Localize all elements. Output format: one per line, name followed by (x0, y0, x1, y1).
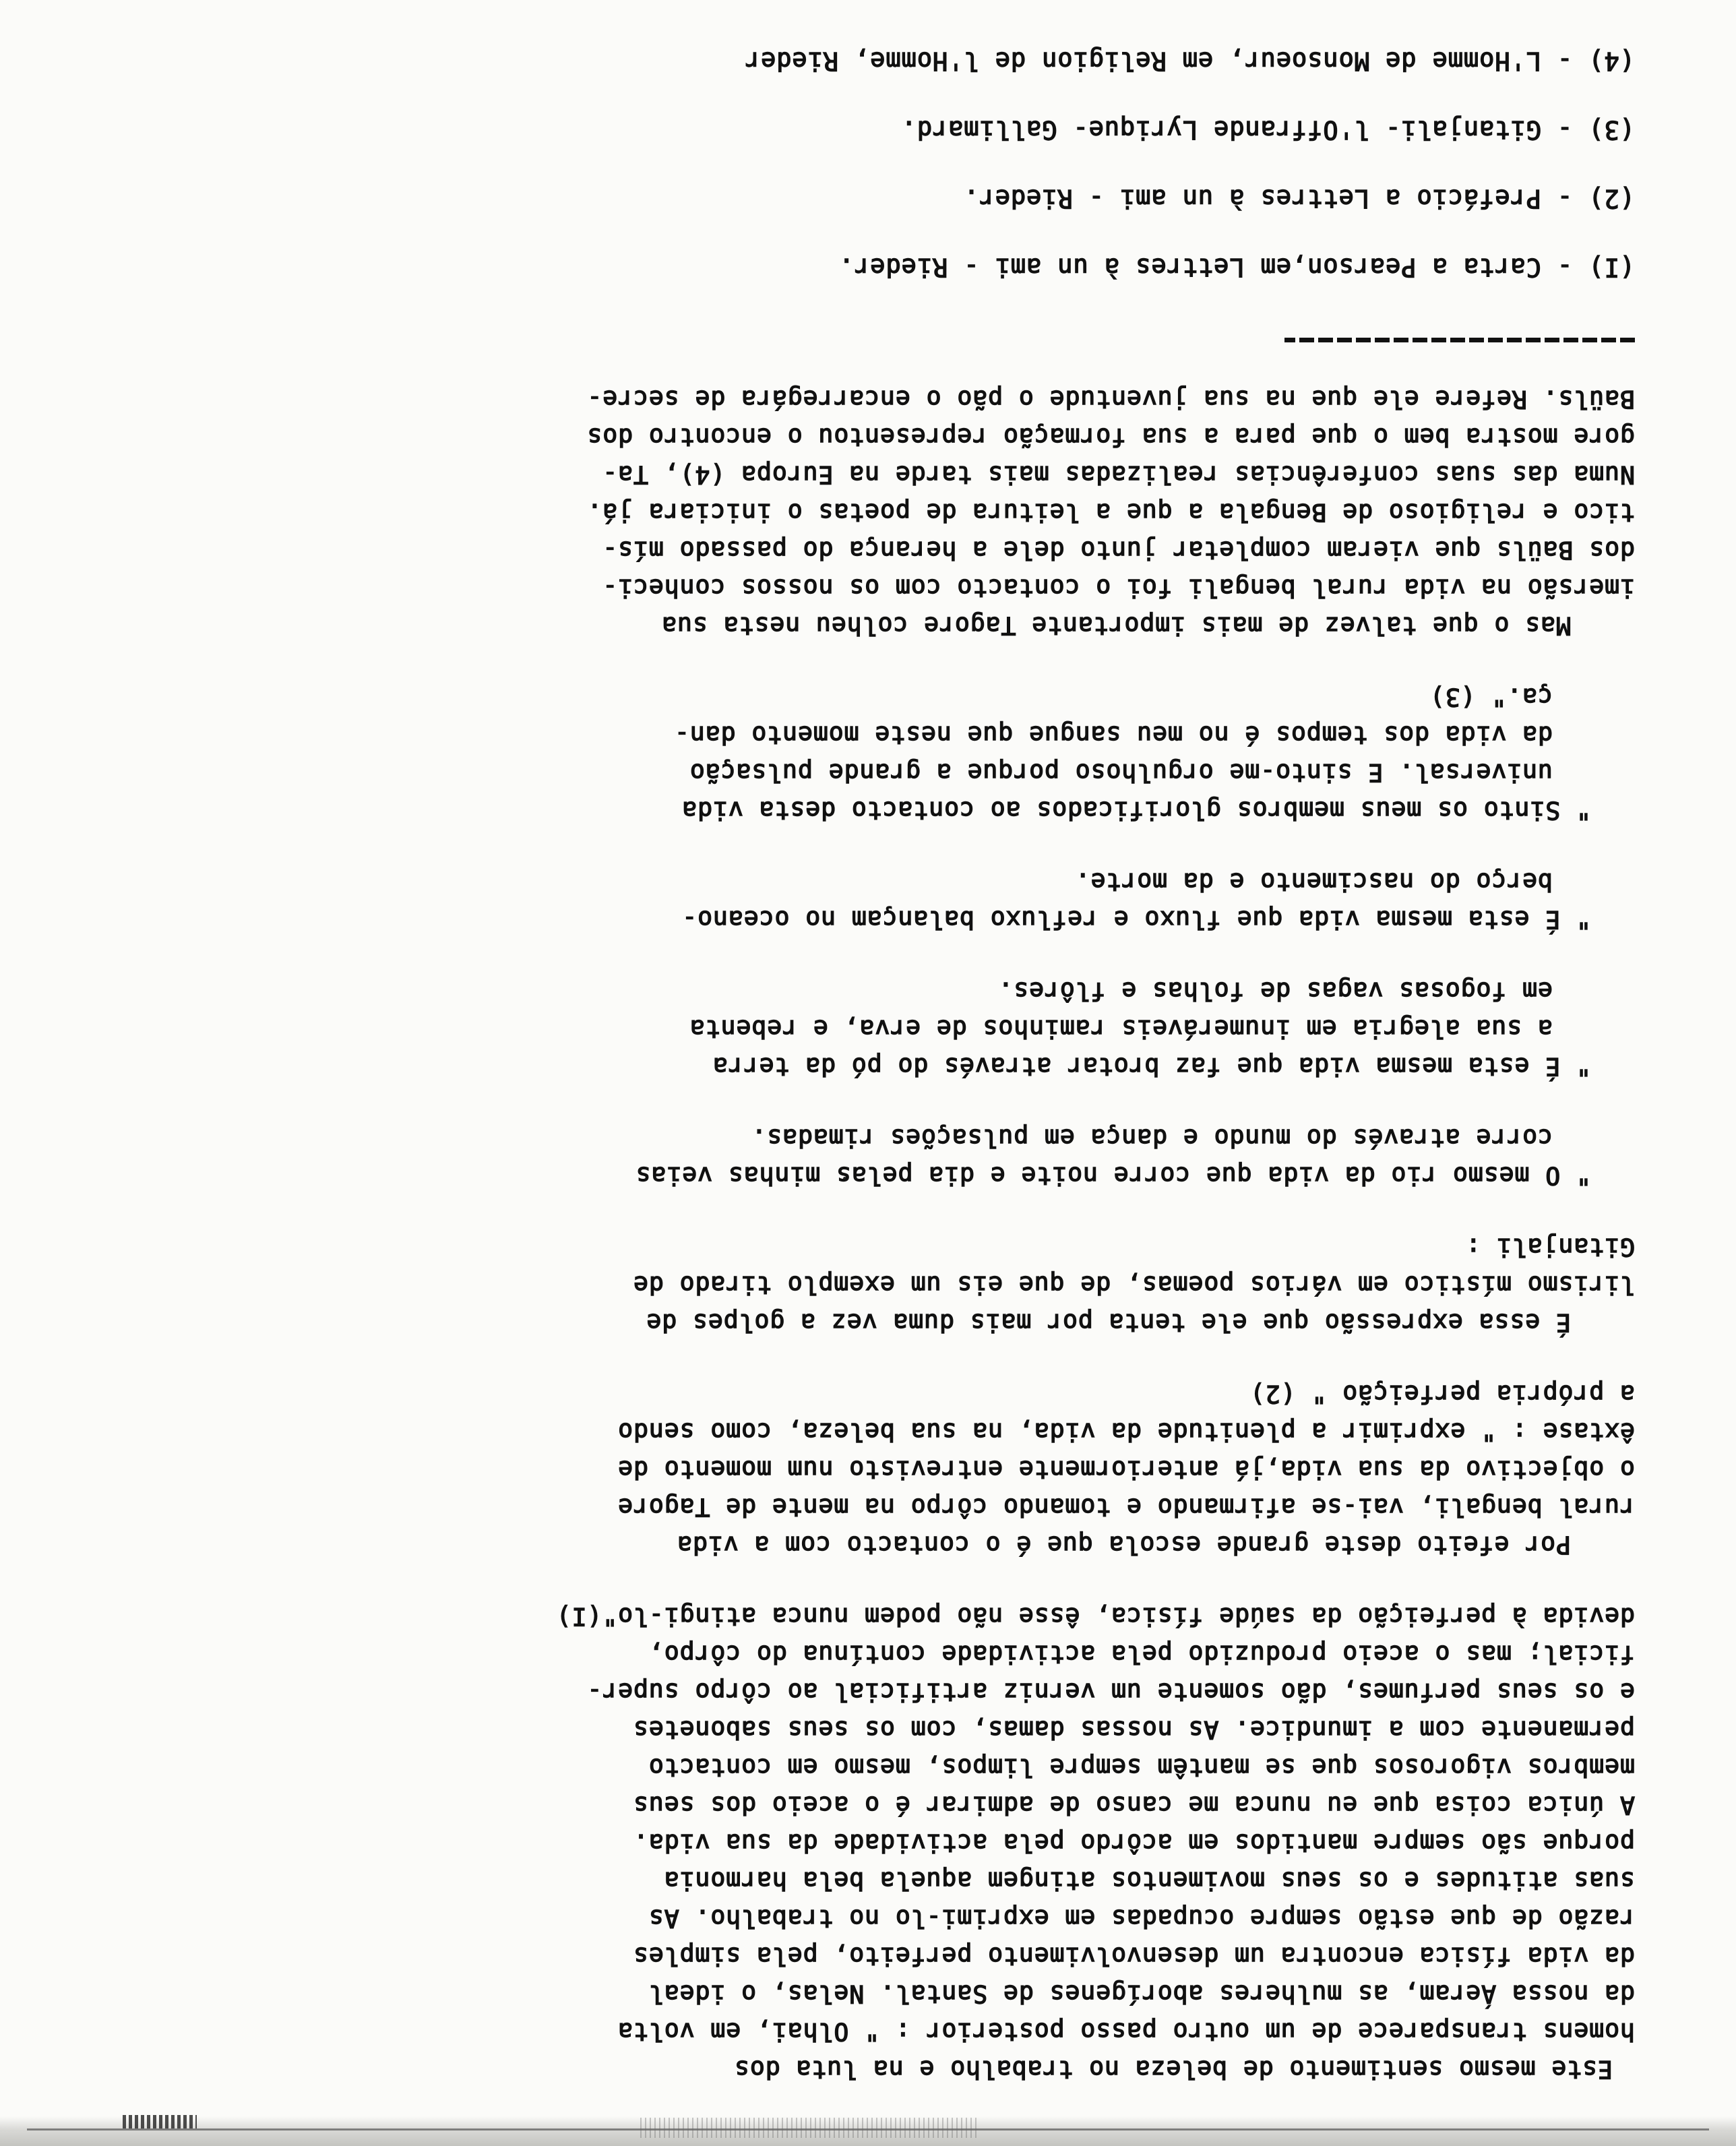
text-line: Este mesmo sentimento de beleza no trabalho e na luta dos (734, 2055, 1613, 2084)
footnote-separator (1284, 338, 1635, 342)
quote-line: berço do nascimento e da morte. (1074, 867, 1553, 896)
footnote-3: (3) - Gitanjali- l'Offrande Lyrique- Gallimard. (900, 115, 1635, 144)
text-line: o objectivo da sua vida,já anteriormente entrevisto num momento de (617, 1455, 1635, 1484)
text-line: membros vigorosos que se mantêm sempre limpos, mesmo em contacto (648, 1753, 1635, 1782)
scan-smudge (640, 2118, 977, 2138)
text-line: homens transparece de um outro passo posterior : " Olhai, em volta (617, 2017, 1635, 2046)
quote-line: a sua alegria em inumeráveis raminhos de erva, e rebenta (689, 1014, 1553, 1043)
quote-line: universal. E sinto-me orgulhoso porque a grande pulsação (689, 758, 1553, 787)
text-line: lirismo místico em vários poemas, de que eis um exemplo tirado de (633, 1270, 1635, 1299)
text-line: razão de que estão sempre ocupadas em exprimi-lo no trabalho. As (648, 1904, 1635, 1933)
text-line: e os seus perfumes, dão somente um verniz artificial ao côrpo super- (586, 1678, 1635, 1707)
text-line: da nossa Áeram, as mulheres aborígenes de Santal. Nelas, o ideal (648, 1980, 1635, 2009)
text-line: da vida física encontra um desenvolvimento perfeito, pela simples (633, 1942, 1635, 1971)
text-line: tico e religioso de Bengala a que a leitura de poetas o iniciara já. (586, 498, 1635, 527)
quote-line: da vida dos tempos é no meu sangue que neste momento dan- (674, 721, 1553, 749)
text-line: gore mostra bem o que para a sua formação representou o encontro dos (586, 423, 1635, 452)
text-line: devida à perfeição da saúde física, êsse não podem nunca atingi-lo"(I) (555, 1602, 1635, 1631)
quote-line: em fogosas vagas de folhas e flôres. (997, 977, 1553, 1006)
quote-line: " Sinto os meus membros glorificados ao contacto desta vida (681, 796, 1591, 825)
text-line: dos Baüls que vieram completar junto dele a herança do passado mís- (602, 536, 1635, 565)
text-line: Por efeito deste grande escola que é o contacto com a vida (677, 1531, 1571, 1560)
text-line: A única coisa que eu nunca me canso de admirar é o aceio dos seus (633, 1791, 1635, 1820)
quote-line: " É esta mesma vida que faz brotar através do pó da terra (712, 1052, 1591, 1081)
text-line: suas atitudes e os seus movimentos atingem aquela bela harmonia (663, 1866, 1635, 1895)
page-number (123, 2115, 197, 2128)
quote-line: ça." (3) (1429, 683, 1553, 712)
text-line: Gitanjali : (1465, 1233, 1635, 1262)
quote-line: " O mesmo rio da vida que corre noite e dia pelas minhas veias (635, 1161, 1591, 1190)
text-line: imersão na vida rural bengali foi o contacto com os nossos conheci- (602, 574, 1635, 603)
text-line: Baüls. Refere ele que na sua juventude o pão o encarregára de secre- (586, 385, 1635, 414)
text-line: permanente com a imundice. As nossas damas, com os seus sabonetes (633, 1715, 1635, 1744)
text-line: Numa das suas conferências realizadas mais tarde na Europa (4), Ta- (602, 460, 1635, 489)
footnote-2: (2) - Prefácio a Lettres à un ami - Rieder. (963, 184, 1635, 213)
text-line: É essa expressão que ele tenta por mais duma vez a golpes de (646, 1308, 1571, 1337)
text-line: Mas o que talvez de mais importante Tagore colheu nesta sua (661, 611, 1571, 640)
text-line: a própria perfeição " (2) (1249, 1380, 1635, 1409)
text-line: porque são sempre mantidos em acôrdo pela actividade da sua vida. (633, 1829, 1635, 1858)
quote-line: corre através do mundo e dança em pulsações rimadas. (751, 1124, 1553, 1153)
text-line: rural bengali, vai-se afirmando e tomando côrpo na mente de Tagore (617, 1493, 1635, 1522)
footnote-4: (4) - L'Homme de Monsoeur, em Religion de l'Homme, Rieder (744, 47, 1635, 75)
text-line: êxtase : " exprimir a plenitude da vida, na sua beleza, como sendo (617, 1417, 1635, 1446)
footnote-1: (I) - Carta a Pearson,em Lettres à un ami - Rieder. (838, 253, 1635, 282)
text-line: ficial; mas o aceio produzido pela actividade contínua do côrpo, (648, 1640, 1635, 1669)
quote-line: " É esta mesma vida que fluxo e refluxo balançam no oceano- (681, 905, 1591, 934)
